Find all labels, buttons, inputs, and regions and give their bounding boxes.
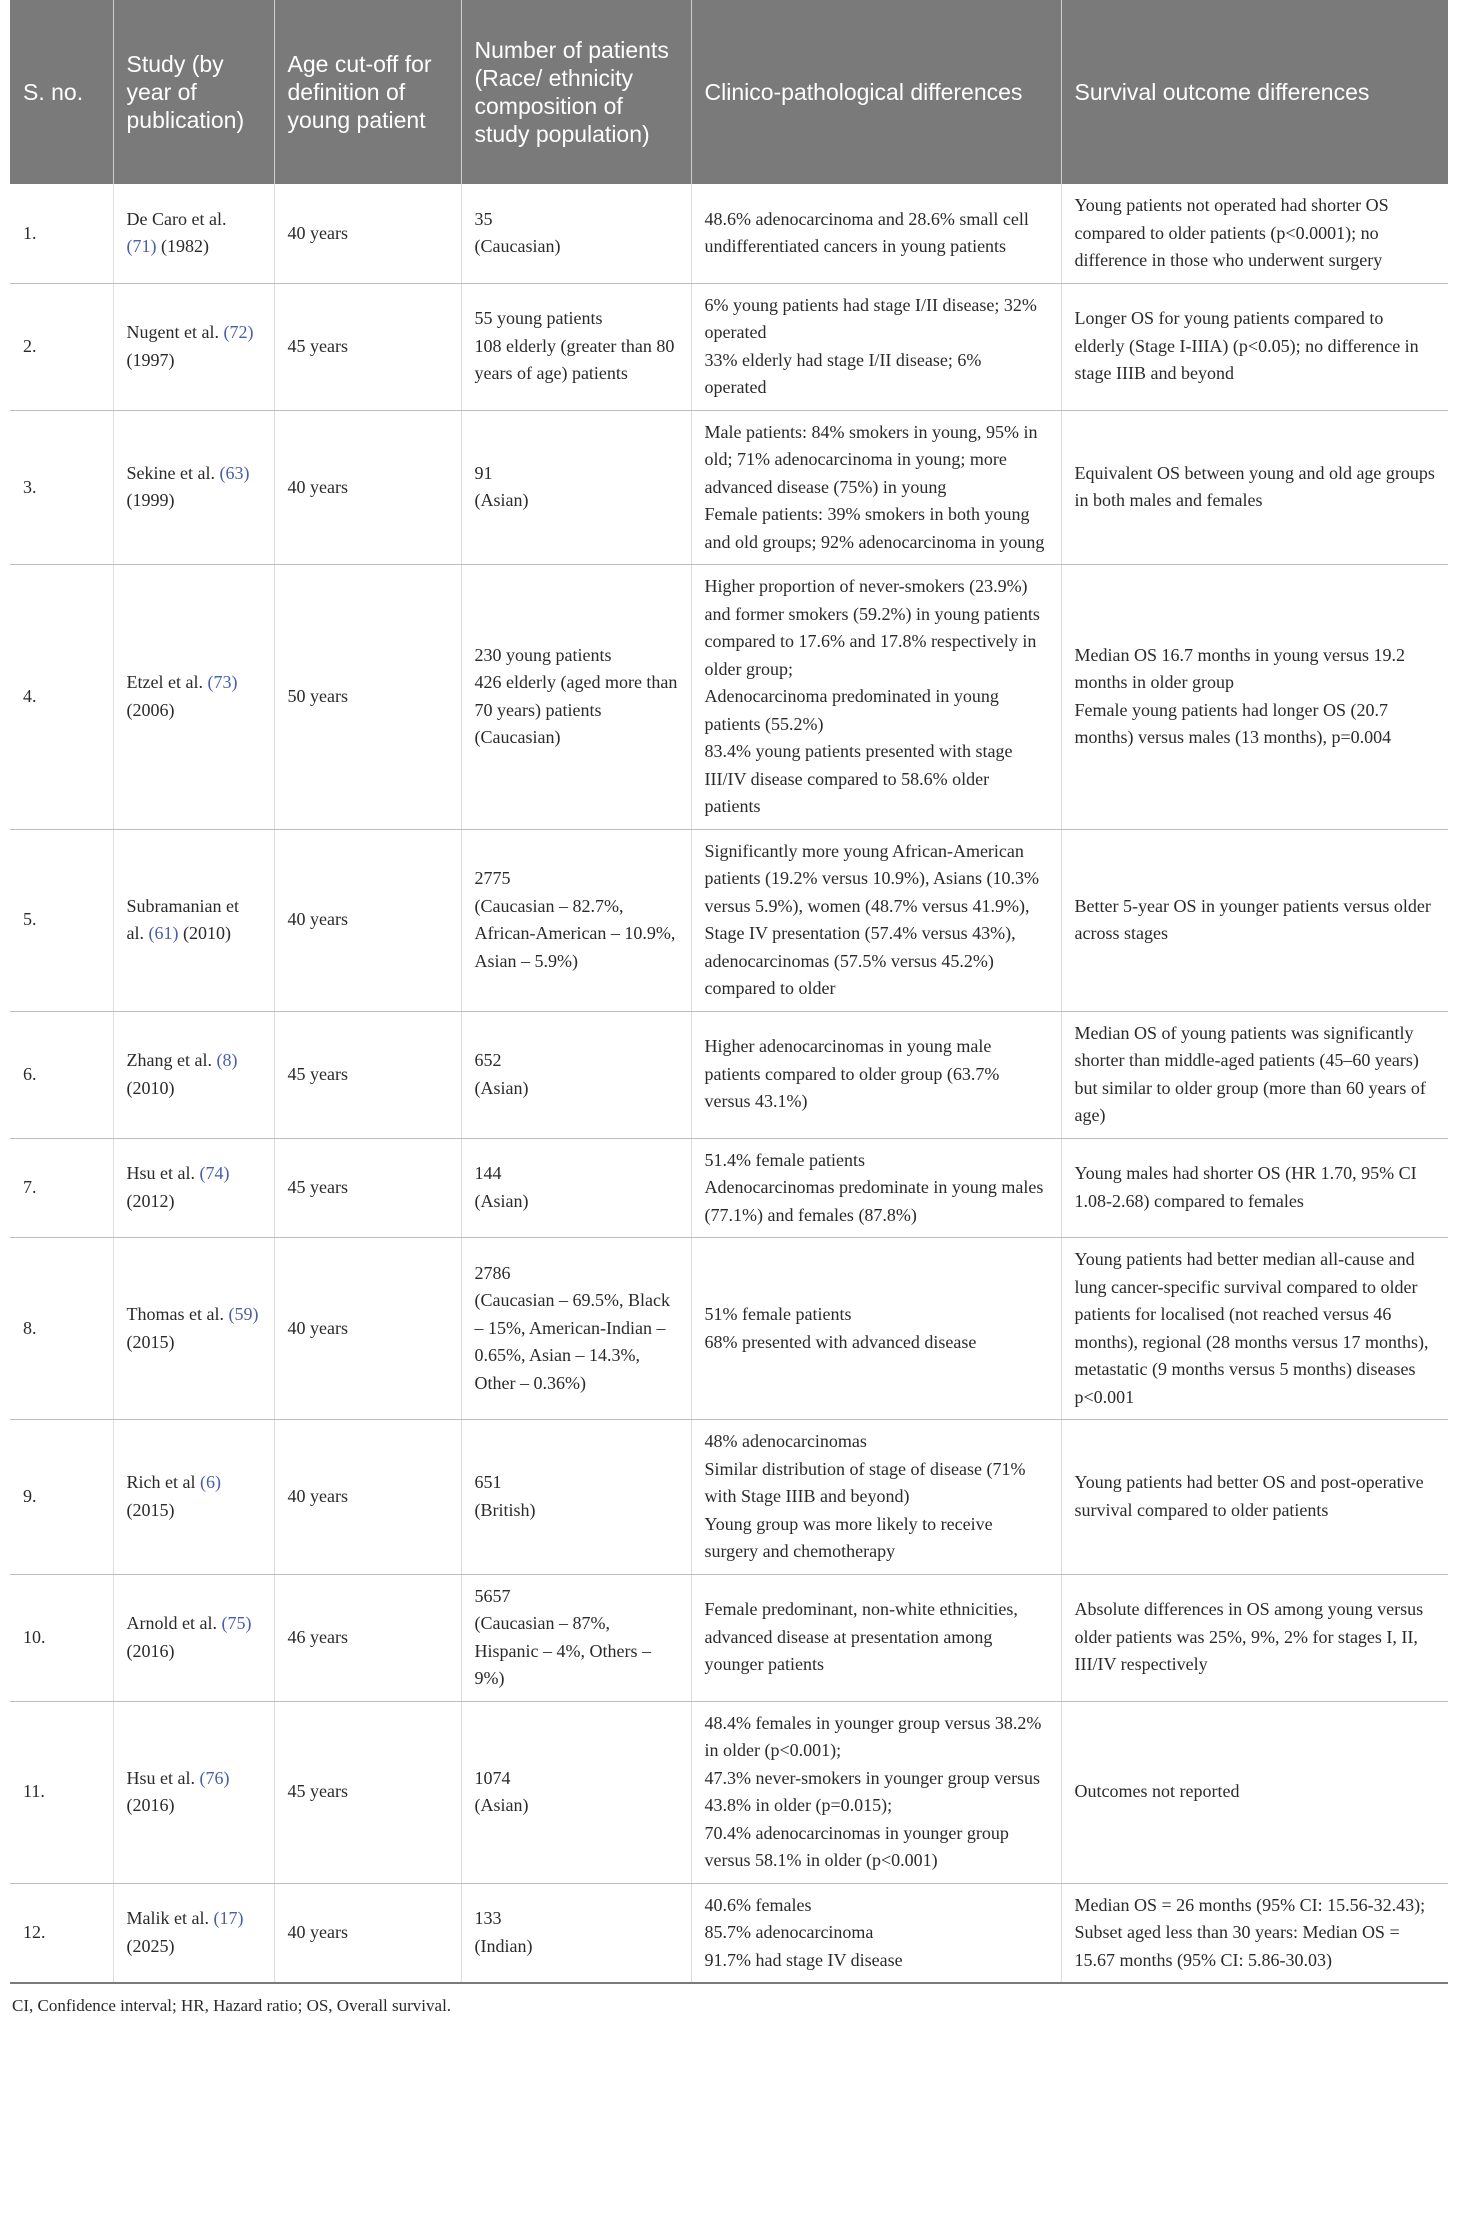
cell-study bbox=[113, 283, 274, 410]
table-row bbox=[10, 184, 1448, 283]
survival-line: Young patients had better median all-cause and lung cancer-specific survival compared to older patients for localised (not reached versus 46 months), regional (28 months versus 17 months), metastatic (9 months versus 5 months) diseases p<0.001 bbox=[1074, 1249, 1429, 1407]
survival-line: Young patients not operated had shorter OS compared to older patients (p<0.0001); no difference in those who underwent surgery bbox=[1074, 195, 1389, 270]
table-container bbox=[10, 0, 1448, 2016]
cell-survival-outcome bbox=[1061, 1574, 1448, 1701]
study-year: (2006) bbox=[126, 699, 175, 720]
cell-clinico-pathological bbox=[691, 1011, 1061, 1138]
patients-line: (Asian) bbox=[474, 1190, 529, 1211]
cell-patients bbox=[461, 410, 691, 565]
survival-line: Equivalent OS between young and old age groups in both males and females bbox=[1074, 462, 1435, 511]
study-year: (2016) bbox=[126, 1640, 175, 1661]
patients-line: 2786 bbox=[474, 1262, 511, 1283]
table-footnote: CI, Confidence interval; HR, Hazard ratio; OS, Overall survival. bbox=[12, 1996, 452, 2015]
cell-study bbox=[113, 1883, 274, 1983]
clinico-line: Significantly more young African-American patients (19.2% versus 10.9%), Asians (10.3% versus 5.9%), women (48.7% versus 41.9%), Stage IV presentation (57.4% versus 43%), adenocarcinomas (57.5% versus 45.2%) compared to older bbox=[704, 840, 1039, 998]
table-header-row bbox=[10, 0, 1448, 184]
cell-survival-outcome bbox=[1061, 1420, 1448, 1575]
cell-survival-outcome bbox=[1061, 184, 1448, 283]
study-author: Thomas et al. bbox=[126, 1304, 224, 1324]
cell-survival-outcome bbox=[1061, 829, 1448, 1011]
study-author: Zhang et al. bbox=[126, 1050, 212, 1070]
cell-age-cutoff: 46 years bbox=[274, 1574, 461, 1701]
cell-age-cutoff: 40 years bbox=[274, 410, 461, 565]
study-author: Arnold et al. bbox=[126, 1613, 217, 1633]
cell-clinico-pathological bbox=[691, 829, 1061, 1011]
study-author: Malik et al. bbox=[126, 1908, 209, 1929]
header-age-cutoff: Age cut-off for definition of young patient bbox=[274, 0, 461, 184]
reference-link[interactable]: (71) bbox=[126, 236, 157, 257]
study-year: (2015) bbox=[126, 1331, 175, 1352]
reference-link[interactable]: (74) bbox=[199, 1163, 230, 1184]
cell-study bbox=[113, 1238, 274, 1420]
patients-line: 230 young patients bbox=[474, 644, 612, 665]
study-year: (2010) bbox=[126, 1077, 175, 1098]
patients-line: (Caucasian) bbox=[474, 236, 561, 257]
table-body bbox=[10, 184, 1448, 1983]
study-year: (2025) bbox=[126, 1935, 175, 1956]
cell-survival-outcome bbox=[1061, 1883, 1448, 1983]
study-year: (2010) bbox=[178, 923, 231, 943]
table-row bbox=[10, 565, 1448, 830]
cell-clinico-pathological bbox=[691, 565, 1061, 830]
patients-line: (British) bbox=[474, 1499, 536, 1520]
clinico-line: Female predominant, non-white ethnicities, advanced disease at presentation among younger patients bbox=[704, 1599, 1018, 1675]
cell-age-cutoff: 45 years bbox=[274, 283, 461, 410]
study-author: Nugent et al. bbox=[126, 322, 219, 342]
cell-sno: 5. bbox=[10, 829, 113, 1011]
reference-link[interactable]: (61) bbox=[148, 923, 179, 943]
cell-patients bbox=[461, 283, 691, 410]
cell-patients bbox=[461, 1701, 691, 1883]
cell-sno: 6. bbox=[10, 1011, 113, 1138]
study-year: (1999) bbox=[126, 490, 175, 511]
cell-survival-outcome bbox=[1061, 1011, 1448, 1138]
patients-line: 55 young patients bbox=[474, 308, 603, 329]
cell-age-cutoff: 40 years bbox=[274, 184, 461, 283]
cell-sno: 7. bbox=[10, 1138, 113, 1238]
study-author: Sekine et al. bbox=[126, 462, 215, 483]
patients-line: (Asian) bbox=[474, 490, 529, 511]
cell-age-cutoff: 50 years bbox=[274, 565, 461, 830]
table-row bbox=[10, 1011, 1448, 1138]
cell-study bbox=[113, 184, 274, 283]
clinico-line: Male patients: 84% smokers in young, 95% in old; 71% adenocarcinoma in young; more advanced disease (75%) in young bbox=[704, 421, 1038, 497]
survival-line: Female young patients had longer OS (20.7 months) versus males (13 months), p=0.004 bbox=[1074, 699, 1392, 748]
cell-study bbox=[113, 829, 274, 1011]
survival-line: Young patients had better OS and post-operative survival compared to older patients bbox=[1074, 1472, 1424, 1520]
patients-line: (Caucasian) bbox=[474, 727, 561, 748]
patients-line: 1074 bbox=[474, 1767, 511, 1788]
header-study: Study (by year of publication) bbox=[113, 0, 274, 184]
cell-survival-outcome bbox=[1061, 1138, 1448, 1238]
cell-sno: 8. bbox=[10, 1238, 113, 1420]
table-row bbox=[10, 829, 1448, 1011]
table-row bbox=[10, 1238, 1448, 1420]
cell-survival-outcome bbox=[1061, 1238, 1448, 1420]
cell-sno: 12. bbox=[10, 1883, 113, 1983]
clinico-line: 48.6% adenocarcinoma and 28.6% small cell undifferentiated cancers in young patients bbox=[704, 208, 1029, 257]
study-year: (2016) bbox=[126, 1795, 175, 1815]
patients-line: 144 bbox=[474, 1163, 502, 1184]
cell-study bbox=[113, 1420, 274, 1575]
patients-line: (Caucasian – 69.5%, Black – 15%, American-Indian – 0.65%, Asian – 14.3%, Other – 0.36%) bbox=[474, 1290, 670, 1393]
cell-patients bbox=[461, 1238, 691, 1420]
survival-line: Median OS = 26 months (95% CI: 15.56-32.43); bbox=[1074, 1894, 1426, 1915]
cell-clinico-pathological bbox=[691, 1701, 1061, 1883]
cell-patients bbox=[461, 829, 691, 1011]
cell-age-cutoff: 40 years bbox=[274, 1420, 461, 1575]
reference-link[interactable]: (17) bbox=[213, 1908, 244, 1929]
study-author: Subramanian et al. bbox=[126, 895, 239, 943]
clinico-line: 51% female patients bbox=[704, 1304, 852, 1324]
table-row bbox=[10, 1574, 1448, 1701]
study-year: (2012) bbox=[126, 1190, 175, 1211]
study-author: Hsu et al. bbox=[126, 1767, 195, 1788]
clinico-line: 47.3% never-smokers in younger group versus 43.8% in older (p=0.015); bbox=[704, 1767, 1041, 1815]
patients-line: (Indian) bbox=[474, 1935, 533, 1956]
cell-clinico-pathological bbox=[691, 184, 1061, 283]
header-clinico-pathological: Clinico-pathological differences bbox=[691, 0, 1061, 184]
studies-table bbox=[10, 0, 1448, 1984]
survival-line: Median OS of young patients was significantly shorter than middle-aged patients (45–60 years) but similar to older group (more than 60 years of age) bbox=[1074, 1022, 1426, 1125]
study-year: (1982) bbox=[156, 236, 209, 257]
cell-patients bbox=[461, 1420, 691, 1575]
reference-link[interactable]: (8) bbox=[216, 1050, 238, 1070]
table-row bbox=[10, 1138, 1448, 1238]
reference-link[interactable]: (75) bbox=[221, 1613, 252, 1633]
table-row bbox=[10, 1701, 1448, 1883]
cell-patients bbox=[461, 1574, 691, 1701]
cell-clinico-pathological bbox=[691, 283, 1061, 410]
cell-age-cutoff: 40 years bbox=[274, 1238, 461, 1420]
cell-patients bbox=[461, 1011, 691, 1138]
clinico-line: Higher proportion of never-smokers (23.9%) and former smokers (59.2%) in young patients compared to 17.6% and 17.8% respectively in older group; bbox=[704, 576, 1040, 679]
clinico-line: Adenocarcinomas predominate in young males (77.1%) and females (87.8%) bbox=[704, 1177, 1044, 1225]
survival-line: Absolute differences in OS among young versus older patients was 25%, 9%, 2% for stages I, II, III/IV respectively bbox=[1074, 1599, 1424, 1675]
patients-line: 35 bbox=[474, 208, 493, 229]
cell-clinico-pathological bbox=[691, 1420, 1061, 1575]
header-sno: S. no. bbox=[10, 0, 113, 184]
cell-survival-outcome bbox=[1061, 565, 1448, 830]
survival-line: Subset aged less than 30 years: Median OS = 15.67 months (95% CI: 5.86-30.03) bbox=[1074, 1922, 1400, 1970]
cell-survival-outcome bbox=[1061, 1701, 1448, 1883]
cell-clinico-pathological bbox=[691, 1883, 1061, 1983]
cell-age-cutoff: 40 years bbox=[274, 829, 461, 1011]
study-year: (1997) bbox=[126, 349, 175, 370]
patients-line: 133 bbox=[474, 1908, 502, 1929]
survival-line: Median OS 16.7 months in young versus 19.2 months in older group bbox=[1074, 644, 1405, 693]
cell-study bbox=[113, 1011, 274, 1138]
cell-study bbox=[113, 1138, 274, 1238]
cell-study bbox=[113, 565, 274, 830]
cell-clinico-pathological bbox=[691, 410, 1061, 565]
reference-link[interactable]: (6) bbox=[199, 1472, 221, 1493]
patients-line: (Caucasian – 87%, Hispanic – 4%, Others – 9%) bbox=[474, 1613, 651, 1688]
cell-sno: 1. bbox=[10, 184, 113, 283]
study-author: Rich et al bbox=[126, 1472, 196, 1493]
cell-sno: 4. bbox=[10, 565, 113, 830]
cell-patients bbox=[461, 565, 691, 830]
study-author: Etzel et al. bbox=[126, 672, 203, 693]
clinico-line: 91.7% had stage IV disease bbox=[704, 1949, 903, 1970]
reference-link[interactable]: (72) bbox=[223, 322, 254, 342]
reference-link[interactable]: (59) bbox=[228, 1304, 259, 1324]
reference-link[interactable]: (76) bbox=[199, 1767, 230, 1788]
survival-line: Outcomes not reported bbox=[1074, 1781, 1240, 1802]
table-row bbox=[10, 1420, 1448, 1575]
cell-survival-outcome bbox=[1061, 410, 1448, 565]
cell-survival-outcome bbox=[1061, 283, 1448, 410]
cell-study bbox=[113, 1701, 274, 1883]
reference-link[interactable]: (73) bbox=[207, 672, 238, 693]
survival-line: Longer OS for young patients compared to elderly (Stage I-IIIA) (p<0.05); no difference in stage IIIB and beyond bbox=[1074, 308, 1419, 384]
patients-line: 2775 bbox=[474, 868, 511, 888]
cell-patients bbox=[461, 1883, 691, 1983]
clinico-line: 6% young patients had stage I/II disease; 32% operated bbox=[704, 294, 1037, 342]
study-year: (2015) bbox=[126, 1499, 175, 1520]
study-author: Hsu et al. bbox=[126, 1163, 195, 1184]
table-row bbox=[10, 410, 1448, 565]
study-author: De Caro et al. bbox=[126, 208, 227, 229]
cell-sno: 2. bbox=[10, 283, 113, 410]
patients-line: 108 elderly (greater than 80 years of age) patients bbox=[474, 335, 675, 384]
clinico-line: Female patients: 39% smokers in both young and old groups; 92% adenocarcinoma in young bbox=[704, 504, 1045, 552]
clinico-line: Adenocarcinoma predominated in young patients (55.2%) bbox=[704, 686, 999, 734]
patients-line: (Asian) bbox=[474, 1795, 529, 1815]
patients-line: 651 bbox=[474, 1472, 502, 1493]
clinico-line: 68% presented with advanced disease bbox=[704, 1331, 977, 1352]
clinico-line: Similar distribution of stage of disease (71% with Stage IIIB and beyond) bbox=[704, 1458, 1026, 1506]
clinico-line: 83.4% young patients presented with stage III/IV disease compared to 58.6% older patients bbox=[704, 741, 1013, 816]
header-survival-outcome: Survival outcome differences bbox=[1061, 0, 1448, 184]
cell-patients bbox=[461, 184, 691, 283]
patients-line: (Caucasian – 82.7%, African-American – 10.9%, Asian – 5.9%) bbox=[474, 895, 676, 971]
patients-line: 5657 bbox=[474, 1585, 511, 1606]
cell-sno: 9. bbox=[10, 1420, 113, 1575]
cell-patients bbox=[461, 1138, 691, 1238]
header-number-of-patients: Number of patients (Race/ ethnicity composition of study population) bbox=[461, 0, 691, 184]
cell-clinico-pathological bbox=[691, 1238, 1061, 1420]
cell-sno: 11. bbox=[10, 1701, 113, 1883]
patients-line: 652 bbox=[474, 1050, 502, 1070]
cell-sno: 10. bbox=[10, 1574, 113, 1701]
table-row bbox=[10, 1883, 1448, 1983]
patients-line: 426 elderly (aged more than 70 years) patients bbox=[474, 672, 678, 720]
clinico-line: 51.4% female patients bbox=[704, 1149, 865, 1170]
cell-sno: 3. bbox=[10, 410, 113, 565]
table-row bbox=[10, 283, 1448, 410]
cell-clinico-pathological bbox=[691, 1574, 1061, 1701]
clinico-line: 48% adenocarcinomas bbox=[704, 1431, 867, 1451]
survival-line: Better 5-year OS in younger patients versus older across stages bbox=[1074, 895, 1431, 943]
reference-link[interactable]: (63) bbox=[219, 462, 250, 483]
clinico-line: 33% elderly had stage I/II disease; 6% operated bbox=[704, 349, 982, 397]
cell-age-cutoff: 45 years bbox=[274, 1701, 461, 1883]
clinico-line: Higher adenocarcinomas in young male patients compared to older group (63.7% versus 43.1%) bbox=[704, 1036, 1000, 1112]
cell-age-cutoff: 45 years bbox=[274, 1138, 461, 1238]
patients-line: (Asian) bbox=[474, 1077, 529, 1098]
cell-study bbox=[113, 410, 274, 565]
cell-study bbox=[113, 1574, 274, 1701]
cell-age-cutoff: 45 years bbox=[274, 1011, 461, 1138]
clinico-line: 70.4% adenocarcinomas in younger group versus 58.1% in older (p<0.001) bbox=[704, 1822, 1009, 1870]
clinico-line: 48.4% females in younger group versus 38.2% in older (p<0.001); bbox=[704, 1712, 1042, 1760]
clinico-line: Young group was more likely to receive surgery and chemotherapy bbox=[704, 1513, 993, 1561]
cell-clinico-pathological bbox=[691, 1138, 1061, 1238]
cell-age-cutoff: 40 years bbox=[274, 1883, 461, 1983]
patients-line: 91 bbox=[474, 462, 493, 483]
survival-line: Young males had shorter OS (HR 1.70, 95% CI 1.08-2.68) compared to females bbox=[1074, 1163, 1417, 1211]
clinico-line: 85.7% adenocarcinoma bbox=[704, 1922, 874, 1942]
clinico-line: 40.6% females bbox=[704, 1894, 812, 1915]
